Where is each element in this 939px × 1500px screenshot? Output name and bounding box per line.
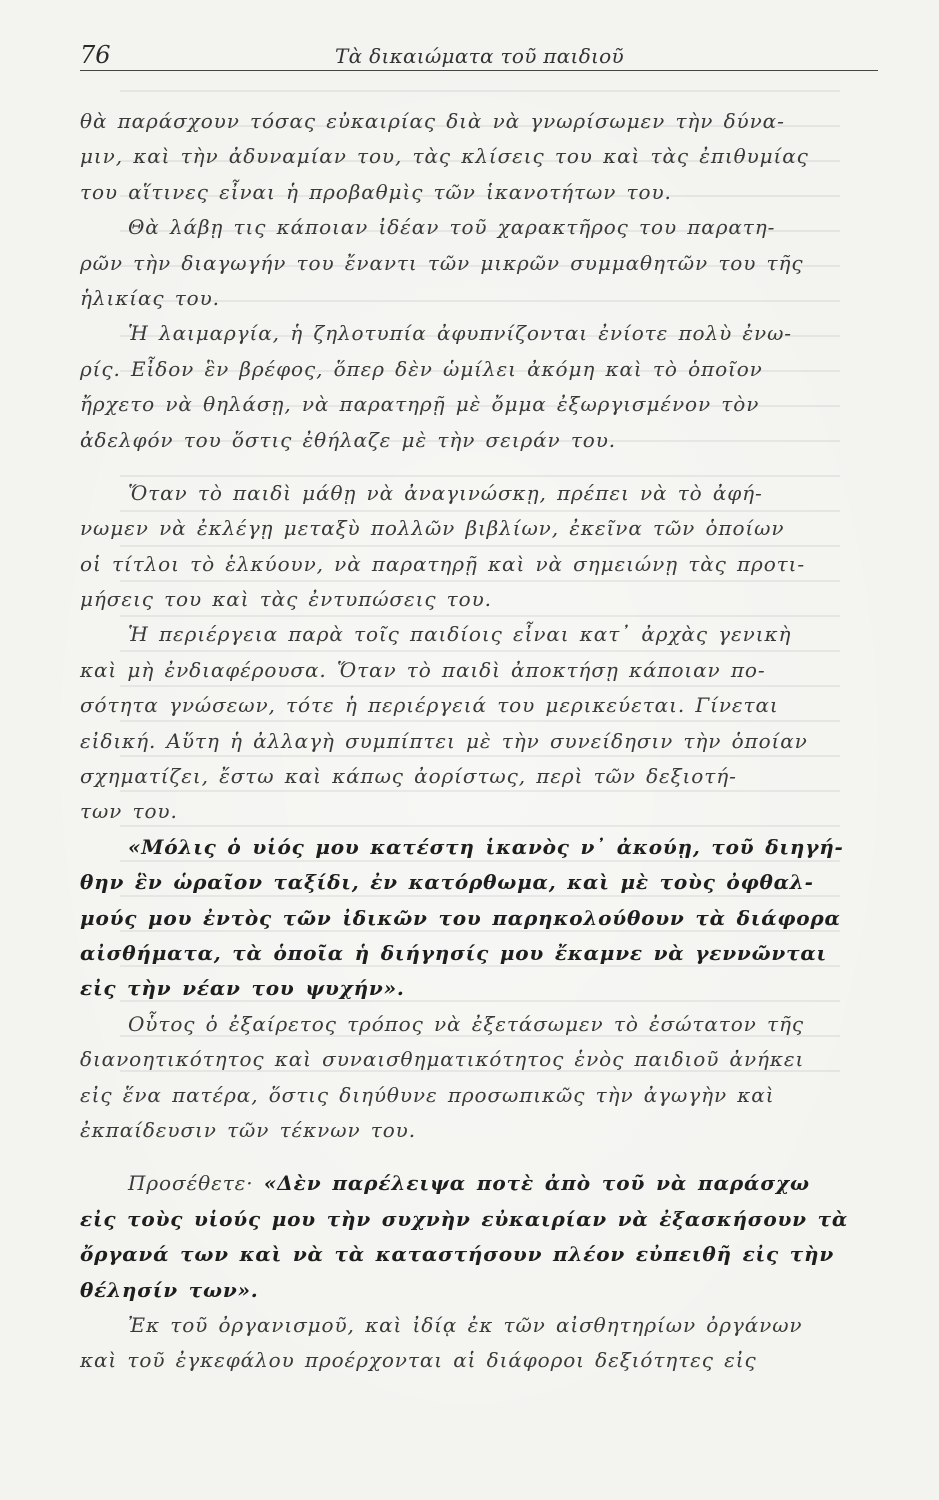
text-line [80, 1166, 880, 1201]
page-header [80, 40, 880, 74]
text-line: ἐκπαίδευσιν τῶν τέκνων του. [80, 1117, 416, 1142]
text-line: Οὗτος ὁ ἐξαίρετος τρόπος νὰ ἐξετάσωμεν τὸ ἐσώτατον τῆς [128, 1011, 804, 1036]
quote-intro: Προσέθετε· [128, 1171, 254, 1196]
text-line: Ἡ περιέργεια παρὰ τοῖς παιδίοις εἶναι κατ᾽ ἀρχὰς γενικὴ [128, 622, 792, 647]
text-line: μήσεις του καὶ τὰς ἐντυπώσεις του. [80, 587, 492, 612]
text-line: του αἵτινες εἶναι ἡ προβαθμὶς τῶν ἱκανοτήτων του. [80, 179, 672, 204]
header-rule [80, 70, 878, 71]
quote-line: θην ἓν ὡραῖον ταξίδι, ἐν κατόρθωμα, καὶ μὲ τοὺς ὀφθαλ- [80, 870, 814, 895]
text-line: διανοητικότητος καὶ συναισθηματικότητος ἑνὸς παιδιοῦ ἀνήκει [80, 1047, 805, 1072]
text-line: των του. [80, 799, 178, 824]
running-head: Τὰ δικαιώματα τοῦ παιδιοῦ [335, 44, 624, 68]
text-line: Ἐκ τοῦ ὀργανισμοῦ, καὶ ἰδίᾳ ἐκ τῶν αἰσθητηρίων ὀργάνων [128, 1312, 803, 1337]
text-line: οἱ τίτλοι τὸ ἑλκύουν, νὰ παρατηρῇ καὶ νὰ σημειώνῃ τὰς προτι- [80, 551, 806, 576]
text-line: Ὅταν τὸ παιδὶ μάθῃ νὰ ἀναγινώσκῃ, πρέπει νὰ τὸ ἀφή- [128, 480, 763, 505]
quote-line: αἰσθήματα, τὰ ὁποῖα ἡ διήγησίς μου ἔκαμνε νὰ γεννῶνται [80, 940, 828, 965]
quote-line: θέλησίν των». [80, 1277, 259, 1302]
text-line: ρῶν τὴν διαγωγήν του ἔναντι τῶν μικρῶν συμμαθητῶν του τῆς [80, 250, 804, 275]
text-line: ἀδελφόν του ὅστις ἐθήλαζε μὲ τὴν σειράν του. [80, 427, 617, 452]
page-number: 76 [80, 41, 111, 69]
body-text [80, 104, 880, 1379]
text-line: εἰς ἕνα πατέρα, ὅστις διηύθυνε προσωπικῶς τὴν ἀγωγὴν καὶ [80, 1082, 775, 1107]
text-line: Θὰ λάβῃ τις κάποιαν ἰδέαν τοῦ χαρακτῆρος του παρατη- [128, 215, 776, 240]
quote-line: μούς μου ἐντὸς τῶν ἰδικῶν του παρηκολούθουν τὰ διάφορα [80, 905, 841, 930]
quote-line: εἰς τοὺς υἱούς μου τὴν συχνὴν εὐκαιρίαν νὰ ἐξασκήσουν τὰ [80, 1206, 849, 1231]
text-line: Ἡ λαιμαργία, ἡ ζηλοτυπία ἀφυπνίζονται ἐνίοτε πολὺ ἐνω- [128, 321, 792, 346]
quote-segment: «Δὲν παρέλειψα ποτὲ ἀπὸ τοῦ νὰ παράσχω [263, 1171, 810, 1196]
text-line: μιν, καὶ τὴν ἀδυναμίαν του, τὰς κλίσεις του καὶ τὰς ἐπιθυμίας [80, 144, 809, 169]
text-line: καὶ τοῦ ἐγκεφάλου προέρχονται αἱ διάφοροι δεξιότητες εἰς [80, 1348, 757, 1373]
quote-line: «Μόλις ὁ υἱός μου κατέστη ἱκανὸς ν᾽ ἀκούῃ, τοῦ διηγή- [128, 834, 844, 859]
text-line: εἰδική. Αὕτη ἡ ἀλλαγὴ συμπίπτει μὲ τὴν συνείδησιν τὴν ὁποίαν [80, 728, 808, 753]
text-line: νωμεν νὰ ἐκλέγῃ μεταξὺ πολλῶν βιβλίων, ἐκεῖνα τῶν ὁποίων [80, 516, 785, 541]
text-line: σότητα γνώσεων, τότε ἡ περιέργειά του μερικεύεται. Γίνεται [80, 693, 779, 718]
paragraph-gap [80, 458, 880, 476]
text-line: καὶ μὴ ἐνδιαφέρουσα. Ὅταν τὸ παιδὶ ἀποκτήσῃ κάποιαν πο- [80, 657, 766, 682]
text-line: σχηματίζει, ἔστω καὶ κάπως ἀορίστως, περὶ τῶν δεξιοτή- [80, 764, 737, 789]
quote-line: ὄργανά των καὶ νὰ τὰ καταστήσουν πλέον εὐπειθῆ εἰς τὴν [80, 1242, 835, 1267]
text-line: ἤρχετο νὰ θηλάσῃ, νὰ παρατηρῇ μὲ ὄμμα ἐξωργισμένον τὸν [80, 392, 760, 417]
text-line: ἡλικίας του. [80, 285, 220, 310]
paragraph-gap [80, 1148, 880, 1166]
text-line: ρίς. Εἶδον ἓν βρέφος, ὅπερ δὲν ὡμίλει ἀκόμη καὶ τὸ ὁποῖον [80, 356, 763, 381]
quote-line: εἰς τὴν νέαν του ψυχήν». [80, 976, 405, 1001]
text-line: θὰ παράσχουν τόσας εὐκαιρίας διὰ νὰ γνωρίσωμεν τὴν δύνα- [80, 109, 785, 133]
